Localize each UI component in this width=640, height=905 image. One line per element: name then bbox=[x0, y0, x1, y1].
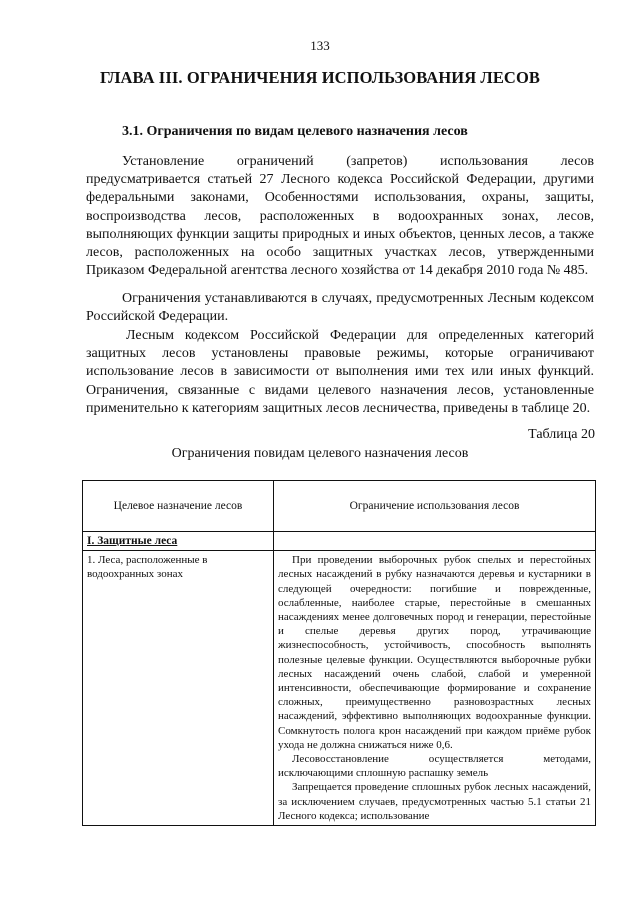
group-label: I. Защитные леса bbox=[83, 532, 274, 551]
paragraph-2 bbox=[86, 290, 594, 326]
table-header-cell: Ограничение использования лесов bbox=[274, 481, 596, 532]
group-empty-cell bbox=[274, 532, 596, 551]
paragraph-1 bbox=[86, 153, 594, 280]
table-group-row bbox=[83, 532, 596, 551]
table-row bbox=[83, 551, 596, 826]
restriction-text: При проведении выборочных рубок спелых и перестойных лесных насаждений в рубку назначаются деревья и кустарники в следующей очередности: погибшие и поврежденные, ослабленные, наиболее старые, перестойные в смешанных насаждениях менее долговечных пород и генерации, перестойные и спелые деревья других пород, утрачивающие жизнеспособность, устойчивость, способность выполнять полезные целевые функции. Осуществляются выборочные рубки лесных насаждений очень слабой, слабой и умеренной интенсивности, обеспечивающие формирование и сохранение сложных, преимущественно разновозрастных лесных насаждений, эффективно выполняющих водоохранные функции. Сомкнутость полога крон насаждений при каждом приёме рубок ухода не должна снижаться ниже 0,6. bbox=[278, 554, 591, 751]
paragraph-3 bbox=[86, 327, 594, 418]
table-header-cell: Целевое назначение лесов bbox=[83, 481, 274, 532]
page-number: 133 bbox=[310, 38, 330, 53]
restriction-text: Запрещается проведение сплошных рубок лесных насаждений, за исключением случаев, предусмотренных частью 5.1 статьи 21 Лесного кодекса; использование bbox=[278, 781, 591, 822]
paragraph-2-text: Ограничения устанавливаются в случаях, предусмотренных Лесным кодексом Российской Федерации. bbox=[86, 291, 594, 325]
section-title: 3.1. Ограничения по видам целевого назначения лесов bbox=[122, 124, 468, 139]
chapter-title: ГЛАВА III. ОГРАНИЧЕНИЯ ИСПОЛЬЗОВАНИЯ ЛЕСОВ bbox=[99, 68, 540, 87]
restriction-text: Лесовосстановление осуществляется методами, исключающими сплошную распашку земель bbox=[278, 753, 591, 780]
paragraph-3-text: Лесным кодексом Российской Федерации для определенных категорий защитных лесов установлены правовые режимы, которые ограничивают использование лесов в зависимости от выполнения ими тех или иных функций. Ограничения, связанные с видами целевого назначения лесов, установленные применительно к категориям защитных лесов лесничества, приведены в таблице 20. bbox=[86, 328, 594, 416]
restrictions-table bbox=[82, 480, 596, 826]
table-title: Ограничения повидам целевого назначения лесов bbox=[171, 446, 469, 461]
paragraph-1-text: Установление ограничений (запретов) использования лесов предусматривается статьей 27 Лесного кодекса Российской Федерации, другими федеральными законами, Особенностями использования, охраны, защиты, воспроизводства лесов, расположенных в водоохранных зонах, лесов, выполняющих функции защиты природных и иных объектов, ценных лесов, а также лесов, расположенных на особо защитных участках лесов, утвержденными Приказом Федеральной агентства лесного хозяйства от 14 декабря 2010 года № 485. bbox=[86, 154, 594, 279]
table-header-row bbox=[83, 481, 596, 532]
category-cell: 1. Леса, расположенные в водоохранных зонах bbox=[83, 551, 274, 826]
restriction-cell bbox=[274, 551, 596, 826]
table-number: Таблица 20 bbox=[528, 427, 595, 442]
